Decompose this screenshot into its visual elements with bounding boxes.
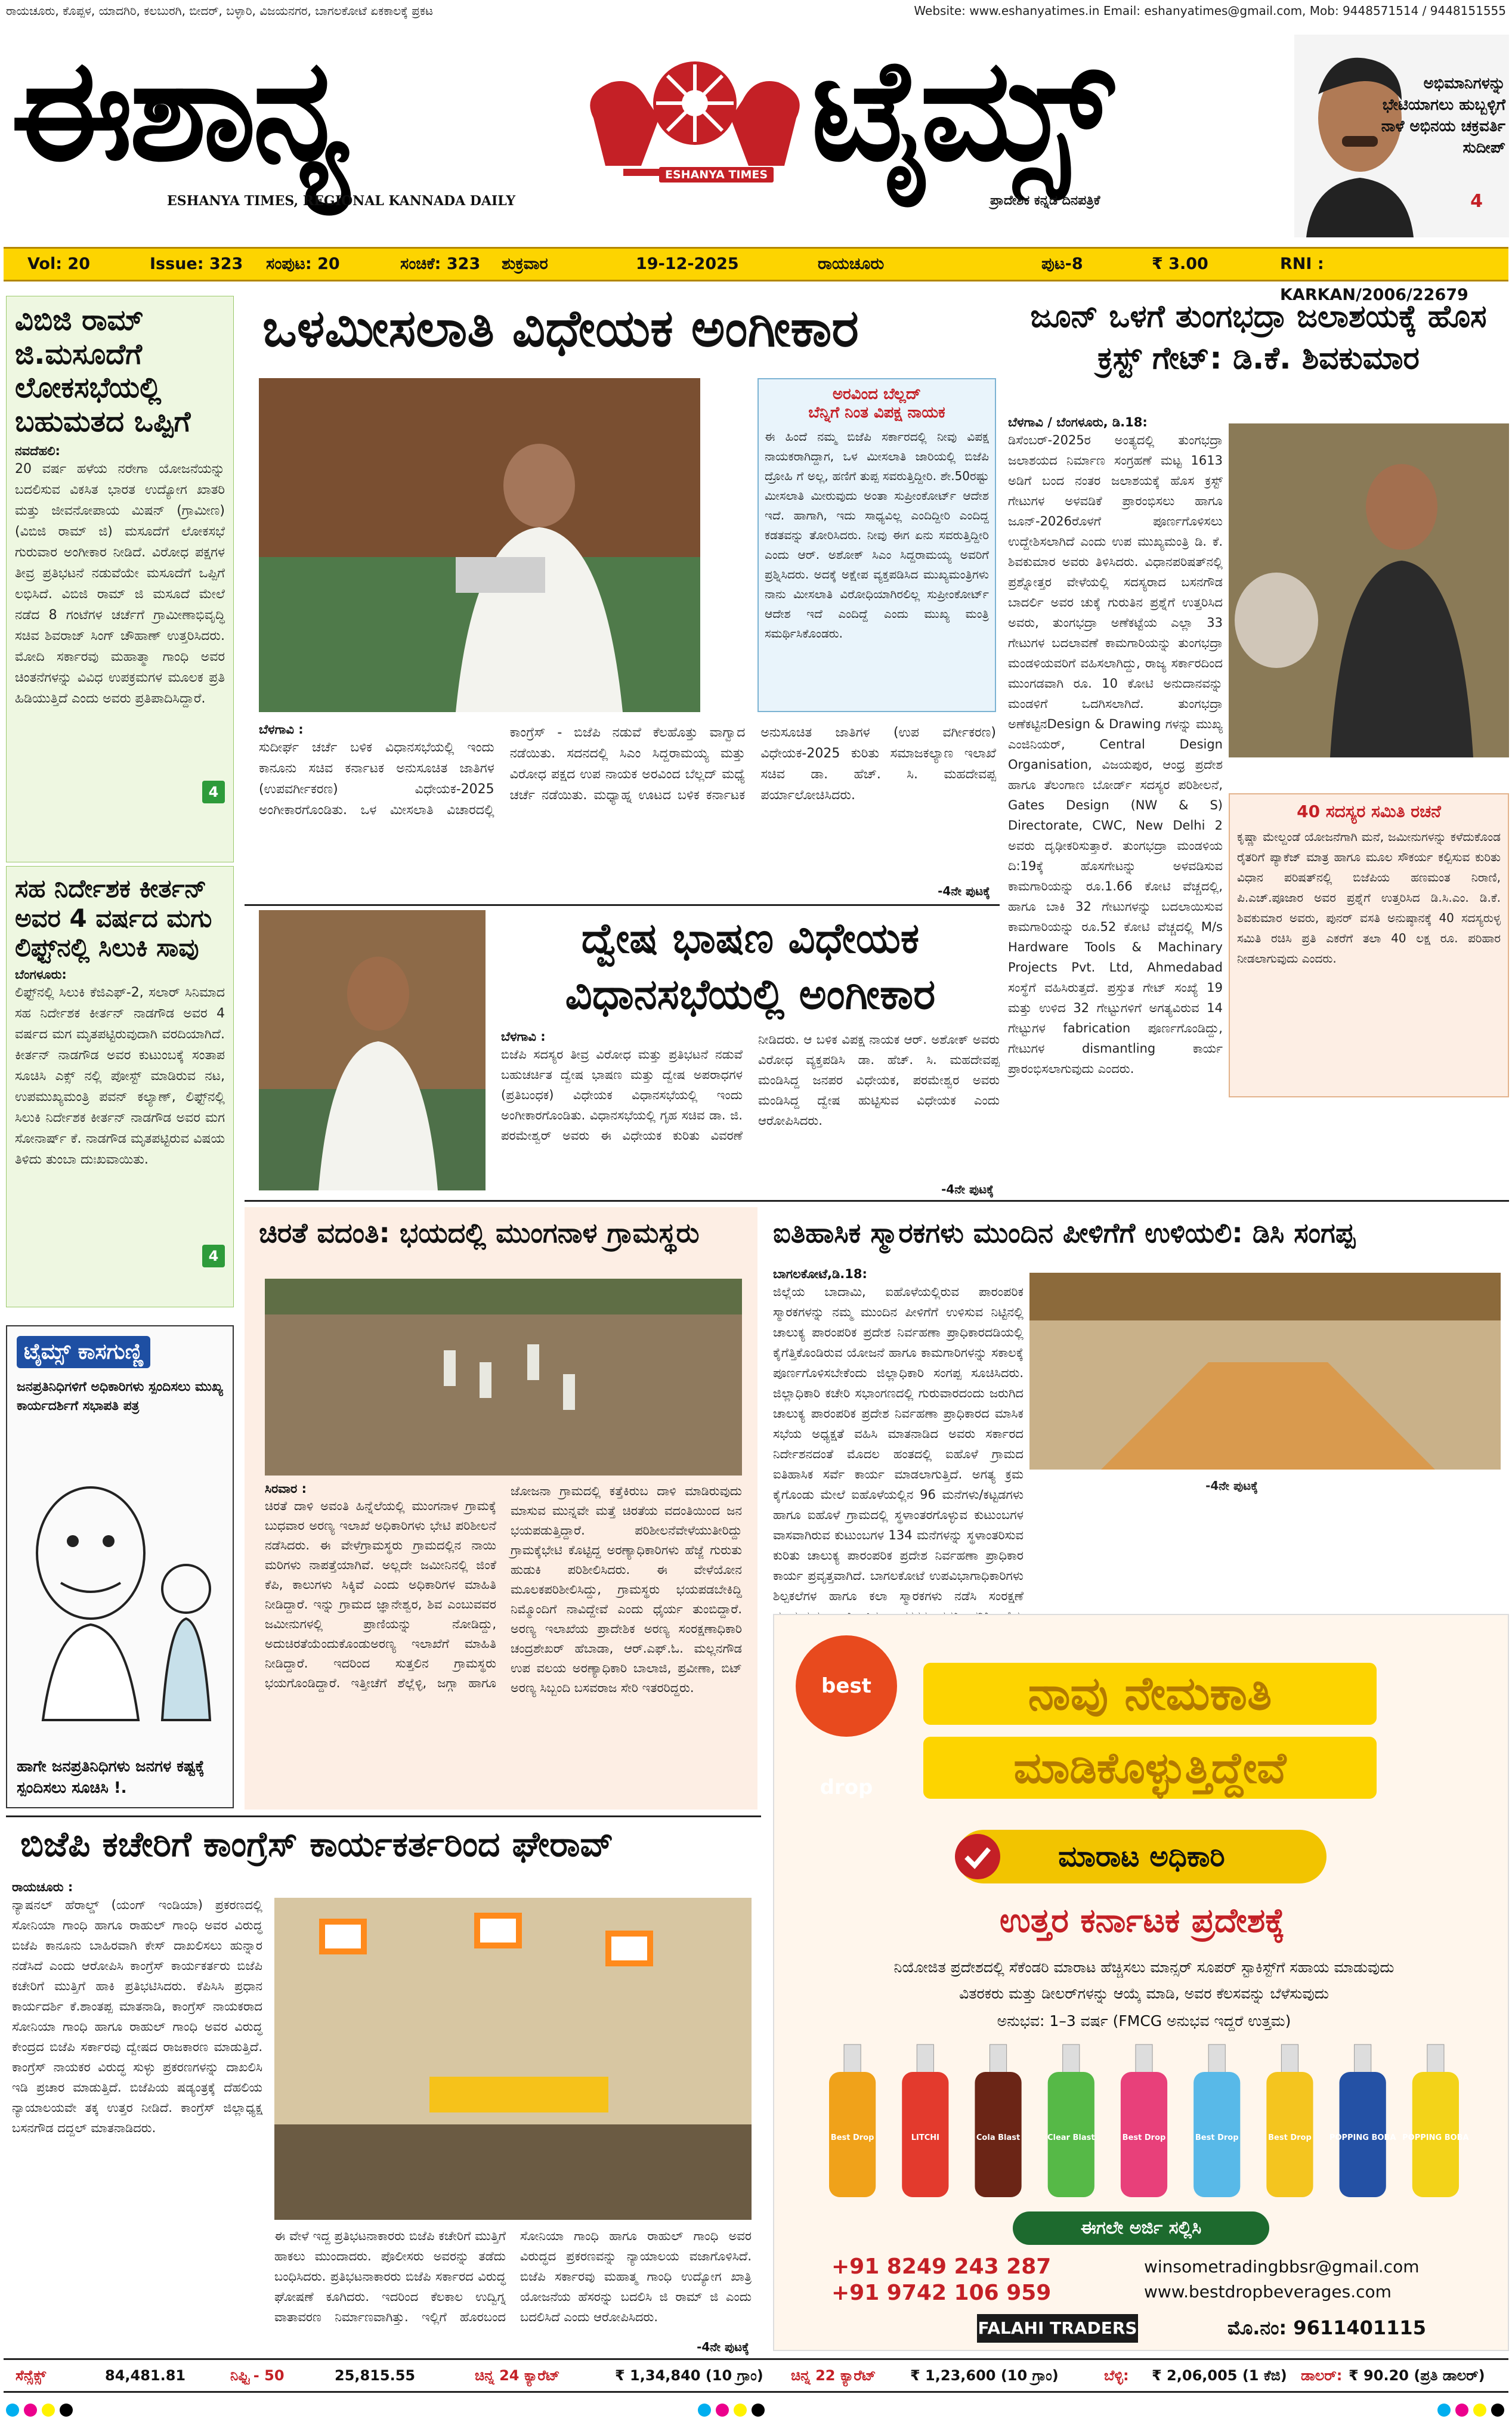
ad-bullet-1: ನಿಯೋಜಿತ ಪ್ರದೇಶದಲ್ಲಿ ಸೆಕೆಂಡರಿ ಮಾರಾಟ ಹೆಚ್ಚಿಸಲು ಮಾನ್ಸರ್ ಸೂಪರ್ ಸ್ಟಾಕಿಸ್ಟ್‌ಗೆ ಸಹಾಯ ಮಾಡುವುದು (893, 1959, 1394, 1976)
story-body-continued: ಈ ವೇಳೆ ಇದ್ದ ಪ್ರತಿಭಟನಾಕಾರರು ಬಿಜೆಪಿ ಕಚೇರಿಗೆ ಮುತ್ತಿಗೆ ಹಾಕಲು ಮುಂದಾದರು. ಪೊಲೀಸರು ಅವರನ್ನು ತಡೆದು ಬಂಧಿಸಿದರು. ಪ್ರತಿಭಟನಾಕಾರರು ಬಿಜೆಪಿ ಸರ್ಕಾರದ ವಿರುದ್ಧ ಘೋಷಣೆ ಕೂಗಿದರು. ಇದರಿಂದ ಕೆಲಕಾಲ ಉದ್ವಿಗ್ನ ವಾತಾವರಣ ನಿರ್ಮಾಣವಾಗಿತ್ತು. ಇಲ್ಲಿಗೆ ಹೊರಬಂದ ಸೋನಿಯಾ ಗಾಂಧಿ ಹಾಗೂ ರಾಹುಲ್ ಗಾಂಧಿ ಅವರ ವಿರುದ್ಧದ ಪ್ರಕರಣವನ್ನು ನ್ಯಾಯಾಲಯ ವಜಾಗೊಳಿಸಿದೆ. ಬಿಜೆಪಿ ಸರ್ಕಾರವು ಮಹಾತ್ಮ ಗಾಂಧಿ ಉದ್ಯೋಗ ಖಾತ್ರಿ ಯೋಜನೆಯ ಹೆಸರನ್ನು ಬದಲಿಸಿ ಜಿ ರಾಮ್ ಜಿ ಎಂದು ಬದಲಿಸಿದೆ ಎಂದು ಆರೋಪಿಸಿದರು. (274, 2229, 752, 2324)
ad-region: ಉತ್ತರ ಕರ್ನಾಟಕ ಪ್ರದೇಶಕ್ಕೆ (999, 1901, 1285, 1940)
dateline: ಬಾಗಲಕೋಟೆ,ಡಿ.18: (773, 1267, 867, 1281)
nifty-value: 25,815.55 (335, 2367, 416, 2384)
divider (245, 904, 1000, 906)
silver-label: ಬೆಳ್ಳಿ: (1104, 2367, 1129, 2384)
continued-page-badge: 4 (202, 781, 225, 803)
product-bottle (1402, 2044, 1468, 2197)
magenta-dot (1455, 2404, 1468, 2417)
city-label: ರಾಯಚೂರು (818, 255, 885, 273)
kannada-subtitle: ಪ್ರಾದೇಶಿಕ ಕನ್ನಡ ದಿನಪತ್ರಿಕೆ (990, 193, 1100, 208)
bottle-label: Best Drop (1268, 2133, 1312, 2142)
hate-speech-photo (259, 910, 486, 1190)
story-headline: ಚಿರತೆ ವದಂತಿ: ಭಯದಲ್ಲಿ ಮುಂಗನಾಳ ಗ್ರಾಮಸ್ಥರು (259, 1217, 700, 1249)
masthead (0, 23, 1512, 245)
dollar-label: ಡಾಲರ್: (1301, 2367, 1343, 2384)
story-vbg-ram-g (6, 296, 234, 862)
product-bottle (829, 2044, 876, 2197)
dateline: ಬೆಂಗಳೂರು: (15, 967, 67, 982)
story-headline: ಸಹ ನಿರ್ದೇಶಕ ಕೀರ್ತನ್ ಅವರ 4 ವರ್ಷದ ಮಗು ಲಿಫ್ಟ್‌ನಲ್ಲಿ ಸಿಲುಕಿ ಸಾವು (15, 874, 212, 963)
gold24-value: ₹ 1,34,840 (10 ಗ್ರಾಂ) (615, 2367, 763, 2384)
top-strip (0, 0, 1512, 21)
product-bottle (1121, 2044, 1167, 2197)
bottle-label: POPPING BOBA (1402, 2133, 1469, 2142)
product-bottle (1329, 2044, 1396, 2197)
story-body: ಡಿಸೆಂಬರ್-2025ರ ಅಂತ್ಯದಲ್ಲಿ ತುಂಗಭದ್ರಾ ಜಲಾಶಯದ ನಿರ್ಮಾಣ ಸಂಗ್ರಹಣೆ ಮಟ್ಟ 1613 ಅಡಿಗೆ ಬಂದ ನಂತರ ಜಲಾಶಯಕ್ಕೆ ಹೊಸ ಕ್ರಸ್ಟ್ ಗೇಟುಗಳ ಅಳವಡಿಕೆ ಪ್ರಾರಂಭಿಸಲು ಹಾಗೂ ಜೂನ್-2026ರೊಳಗೆ ಪೂರ್ಣಗೊಳಿಸಲು ಉದ್ದೇಶಿಸಲಾಗಿದೆ ಎಂದು ಉಪ ಮುಖ್ಯಮಂತ್ರಿ ಡಿ. ಕೆ. ಶಿವಕುಮಾರ ಅವರು ತಿಳಿಸಿದರು. ವಿಧಾನಪರಿಷತ್‌ನಲ್ಲಿ ಪ್ರಶ್ನೋತ್ತರ ವೇಳೆಯಲ್ಲಿ ಸದಸ್ಯರಾದ ಬಸನಗೌಡ ಬಾದರ್ಲಿ ಅವರ ಚುಕ್ಕೆ ಗುರುತಿನ ಪ್ರಶ್ನೆಗೆ ಉತ್ತರಿಸಿದ ಅವರು, ತುಂಗಭದ್ರಾ ಅಣೆಕಟ್ಟೆಯ ಎಲ್ಲಾ 33 ಗೇಟುಗಳ ಬದಲಾವಣೆ ಕಾಮಗಾರಿಯನ್ನು ತುಂಗಭದ್ರಾ ಮಂಡಳಿಯವರಿಗೆ ವಹಿಸಲಾಗಿದ್ದು, ರಾಜ್ಯ ಸರ್ಕಾರದಿಂದ ಮುಂಗಡವಾಗಿ ರೂ. 10 ಕೋಟಿ ಅನುದಾನವನ್ನು ಮಂಡಳಿಗೆ ಒದಗಿಸಲಾಗಿದೆ. ತುಂಗಭದ್ರಾ ಅಣೆಕಟ್ಟಿನDesign & Drawing ಗಳನ್ನು ಮುಖ್ಯ ಎಂಜಿನಿಯರ್, Central Design Organisation, ವಿಜಯಪುರ, ಆಂಧ್ರ ಪ್ರದೇಶ ಹಾಗೂ ತೆಲಂಗಾಣ ಬೋರ್ಡ್ ಸದಸ್ಯರ ಪರಿಶೀಲನೆ, Gates Design (NW & S) Directorate, CWC, New Delhi 2 ಅವರು ದೃಢೀಕರಿಸುತ್ತಾರೆ. ತುಂಗಭದ್ರಾ ಮಂಡಳಿಯ ದಿ:19ಕ್ಕೆ ಹೊಸಗೇಟನ್ನು ಅಳವಡಿಸುವ ಕಾಮಗಾರಿಯನ್ನು ರೂ.1.66 ಕೋಟಿ ವೆಚ್ಚದಲ್ಲಿ, ಹಾಗೂ ಬಾಕಿ 32 ಗೇಟುಗಳನ್ನು ಬದಲಾಯಿಸುವ ಕಾಮಗಾರಿಯನ್ನು ರೂ.52 ಕೋಟಿ ವೆಚ್ಚದಲ್ಲಿ M/s Hardware Tools & Machinary Projects Pvt. Ltd, Ahmedabad ಸಂಸ್ಥೆಗೆ ವಹಿಸಿರುತ್ತದೆ. ಪ್ರಸ್ತುತ ಗೇಟ್ ಸಂಖ್ಯೆ 19 ಮತ್ತು ಉಳಿದ 32 ಗೇಟ್ಟುಗಳಿಗೆ ಅಗತ್ಯವಿರುವ 14 ಗೇಟ್ಟುಗಳ fabrication ಪೂರ್ಣಗೊಂಡಿದ್ದು, ಗೇಟುಗಳ dismantling ಕಾರ್ಯ ಪ್ರಾರಂಭಿಸಲಾಗುವುದು ಎಂದರು. (1008, 433, 1223, 1076)
quote-name: ಅರವಿಂದ ಬೆಲ್ಲದ್ (832, 385, 922, 403)
weekday-label: ಶುಕ್ರವಾರ (502, 255, 548, 273)
promo-page-ref: 4 (1470, 191, 1483, 212)
dateline: ನವದೆಹಲಿ: (15, 443, 60, 458)
bottle-label: Best Drop (1195, 2133, 1239, 2142)
editions-line: ರಾಯಚೂರು, ಕೊಪ್ಪಳ, ಯಾದಗಿರಿ, ಕಲಬುರಗಿ, ಬೀದರ್, ಬಳ್ಳಾರಿ, ವಿಜಯನಗರ, ಬಾಗಲಕೋಟೆ ಏಕಕಾಲಕ್ಕೆ ಪ್ರಕಟ (6, 4, 434, 18)
quote-box (757, 378, 996, 712)
box-body: ಕೃಷ್ಣಾ ಮೇಲ್ದಂಡೆ ಯೋಜನೆಗಾಗಿ ಮನೆ, ಜಮೀನುಗಳನ್ನು ಕಳೆದುಕೊಂಡ ರೈತರಿಗೆ ಪ್ಯಾಕೆಜ್ ಮಾತ್ರ ಹಾಗೂ ಮೂಲ ಸೌಕರ್ಯ ಕಲ್ಪಿಸುವ ಕುರಿತು ವಿಧಾನ ಪರಿಷತ್‌ನಲ್ಲಿ ಬಿಜೆಪಿಯ ಹಣಮಂತ ನಿರಾಣಿ, ಪಿ.ಎಚ್.ಪೂಜಾರ ಅವರ ಪ್ರಶ್ನೆಗೆ ಉತ್ತರಿಸಿದ ಡಿ.ಸಿ.ಎಂ. ಡಿ.ಕೆ. ಶಿವಕುಮಾರ ಅವರು, ಪುನರ್ ವಸತಿ ಅನುಷ್ಠಾನಕ್ಕೆ 40 ಸದಸ್ಯರುಳ್ಳ ಸಮಿತಿ ರಚಿಸಿ ಪ್ರತಿ ಎಕರೆಗೆ ತಲಾ 40 ಲಕ್ಷ ರೂ. ಪರಿಹಾರ ನೀಡಲಾಗುವುದು ಎಂದರು. (1237, 830, 1501, 966)
ad-experience: ಅನುಭವ: 1–3 ವರ್ಷ (FMCG ಅನುಭವ ಇದ್ದರೆ ಉತ್ತಮ) (997, 2012, 1291, 2030)
meeting-photo (1029, 1273, 1501, 1470)
bottle-label: Cola Blast (976, 2133, 1021, 2142)
story-bjp-gherao (6, 1820, 761, 2354)
apply-now-button[interactable]: ಈಗಲೇ ಅರ್ಜಿ ಸಲ್ಲಿಸಿ (1013, 2211, 1269, 2245)
story-hate-speech (245, 910, 1000, 1196)
story-tungabhadra (1008, 296, 1509, 1208)
contact-line: Website: www.eshanyatimes.in Email: eshanyatimes@gmail.com, Mob: 9448571514 / 9448151555 (914, 4, 1506, 18)
continued-note: -4ನೇ ಪುಟಕ್ಕೆ (938, 884, 990, 898)
continued-note: -4ನೇ ಪುಟಕ್ಕೆ (941, 1182, 994, 1196)
emblem-caption: ESHANYA TIMES (659, 167, 774, 183)
black-dot (60, 2404, 73, 2417)
nifty-label: ನಿಫ್ಟಿ - 50 (230, 2367, 285, 2384)
pages-label: ಪುಟ-8 (1041, 255, 1083, 273)
product-bottle (902, 2044, 948, 2197)
divider (245, 1200, 1509, 1202)
continued-note: -4ನೇ ಪುಟಕ್ಕೆ (697, 2340, 749, 2354)
lead-photo (259, 378, 700, 712)
quote-body: ಈ ಹಿಂದೆ ನಮ್ಮ ಬಿಜೆಪಿ ಸರ್ಕಾರದಲ್ಲಿ ನೀವು ವಿಪಕ್ಷ ನಾಯಕರಾಗಿದ್ದಾಗ, ಒಳ ಮೀಸಲಾತಿ ಜಾರಿಯಲ್ಲಿ ಬಿಜೆಪಿ ದ್ರೋಹಿ ಗೆ ಅಲ್ಲ, ಹಣಿಗೆ ತುಪ್ಪ ಸವರುತ್ತಿದ್ದೀರಿ. ಶೇ.50ರಷ್ಟು ಮೀಸಲಾತಿ ಮೀರುವುದು ಅಂತಾ ಸುಪ್ರೀಂಕೋರ್ಟ್ ಆದೇಶ ಇದೆ. ಹಾಗಾಗಿ, ಇದು ಸಾಧ್ಯವಿಲ್ಲ ಎಂದಿದ್ದೀರಿ ಎಂದಿದ್ದ ಕಡತವನ್ನು ತೋರಿಸಿದರು. ನೀವು ಈಗ ಏನು ಸವರುತ್ತಿದ್ದೀರಿ ಎಂದು ಆರ್. ಅಶೋಕ್ ಸಿಎಂ ಸಿದ್ದರಾಮಯ್ಯ ಅವರಿಗೆ ಪ್ರಶ್ನಿಸಿದರು. ಅದಕ್ಕೆ ಅಕ್ಷೇಪ ವ್ಯಕ್ತಪಡಿಸಿದ ಮುಖ್ಯಮಂತ್ರಿಗಳು ನಾನು ಮೀಸಲಾತಿ ವಿರೋಧಿಯಾಗಿರಲಿಲ್ಲ ಸುಪ್ರೀಂಕೋರ್ಟ್ ಆದೇಶ ಇದೆ ಎಂದಿದ್ದೆ ಎಂದು ಮುಖ್ಯ ಮಂತ್ರಿ ಸಮರ್ಥಿಸಿಕೊಂಡರು. (765, 429, 989, 641)
dealer-phone: ಮೊ.ನಂ: 9611401115 (1227, 2316, 1426, 2339)
minister-speaking-photo-icon (259, 910, 486, 1190)
story-headline: ಜೂನ್ ಒಳಗೆ ತುಂಗಭದ್ರಾ ಜಲಾಶಯಕ್ಕೆ ಹೊಸ ಕ್ರಸ್ಟ್ ಗೇಟ್: ಡಿ.ಕೆ. ಶಿವಕುಮಾರ (1030, 299, 1487, 376)
dk-speaking-photo-icon (1229, 423, 1509, 757)
story-headline: ಬಿಜೆಪಿ ಕಚೇರಿಗೆ ಕಾಂಗ್ರೆಸ್ ಕಾರ್ಯಕರ್ತರಿಂದ ಘೇರಾವ್ (20, 1824, 614, 1864)
story-body-continued: -4ನೇ ಪುಟಕ್ಕೆ (1205, 1478, 1258, 1493)
story-headline: ವಿಬಿಜಿ ರಾಮ್ ಜಿ.ಮಸೂದೆಗೆ ಲೋಕಸಭೆಯಲ್ಲಿ ಬಹುಮತದ ಒಪ್ಪಿಗೆ (15, 304, 191, 438)
sanchike-label: ಸಂಚಿಕೆ: 323 (400, 255, 481, 273)
dateline: ಬೆಳಗಾವಿ : (501, 1029, 546, 1044)
story-lift-accident (6, 866, 234, 1307)
meeting-room-photo-icon (1029, 1273, 1501, 1470)
protest-photo (274, 1898, 752, 2220)
ad-bullet-2: ವಿತರಕರು ಮತ್ತು ಡೀಲರ್‌ಗಳನ್ನು ಆಯ್ಕೆ ಮಾಡಿ, ಅವರ ಕೆಲಸವನ್ನು ಬೆಳೆಸುವುದು (959, 1985, 1329, 2002)
silver-value: ₹ 2,06,005 (1 ಕೆಜಿ) (1152, 2367, 1287, 2384)
cyan-dot (698, 2404, 711, 2417)
bottle-label: POPPING BOBA (1329, 2133, 1396, 2142)
cyan-dot (1437, 2404, 1451, 2417)
dk-photo (1229, 423, 1509, 757)
divider (6, 1815, 761, 1817)
promo-headline: ಅಭಿಮಾನಿಗಳನ್ನು ಭೇಟಿಯಾಗಲು ಹುಬ್ಬಳ್ಳಿಗೆ ನಾಳೆ ಅಭಿನಯ ಚಕ್ರವರ್ತಿ ಸುದೀಪ್ (1381, 75, 1505, 157)
dateline: ರಾಯಚೂರು : (12, 1880, 73, 1894)
story-heritage (767, 1207, 1509, 1601)
story-body: ನ್ಯಾಷನಲ್ ಹೆರಾಲ್ಡ್ (ಯಂಗ್ ಇಂಡಿಯಾ) ಪ್ರಕರಣದಲ್ಲಿ ಸೋನಿಯಾ ಗಾಂಧಿ ಹಾಗೂ ರಾಹುಲ್ ಗಾಂಧಿ ಅವರ ವಿರುದ್ಧ ಬಿಜೆಪಿ ಕಾನೂನು ಬಾಹಿರವಾಗಿ ಕೇಸ್ ದಾಖಲಿಸಲು ಹುನ್ನಾರ ನಡೆಸಿದೆ ಎಂದು ಆರೋಪಿಸಿ ಕಾಂಗ್ರೆಸ್ ಕಾರ್ಯಕರ್ತರು ಬಿಜೆಪಿ ಕಚೇರಿಗೆ ಮುತ್ತಿಗೆ ಹಾಕಿ ಪ್ರತಿಭಟಿಸಿದರು. ಕೆಪಿಸಿಸಿ ಪ್ರಧಾನ ಕಾರ್ಯದರ್ಶಿ ಕೆ.ಶಾಂತಪ್ಪ ಮಾತನಾಡಿ, ಕಾಂಗ್ರೆಸ್ ನಾಯಕರಾದ ಸೋನಿಯಾ ಗಾಂಧಿ ಹಾಗೂ ರಾಹುಲ್ ಗಾಂಧಿ ಅವರ ವಿರುದ್ಧ ಕೇಂದ್ರದ ಬಿಜೆಪಿ ಸರ್ಕಾರವು ದ್ವೇಷದ ರಾಜಕಾರಣ ಮಾಡುತ್ತಿದೆ. ಕಾಂಗ್ರೆಸ್ ನಾಯಕರ ವಿರುದ್ಧ ಸುಳ್ಳು ಪ್ರಕರಣಗಳನ್ನು ದಾಖಲಿಸಿ ಇಡಿ ಪ್ರಚಾರ ಮಾಡುತ್ತಿದೆ. ಬಿಜೆಪಿಯ ಷಡ್ಯಂತ್ರಕ್ಕೆ ದೆಹಲಿಯ ನ್ಯಾಯಾಲಯವೇ ತಕ್ಕ ಉತ್ತರ ನೀಡಿದೆ. ಕಾಂಗ್ರೆಸ್ ಜಿಲ್ಲಾಧ್ಯಕ್ಷ ಬಸನಗೌಡ ದದ್ದಲ್ ಮಾತನಾಡಿದರು. (12, 1898, 262, 2135)
black-dot (752, 2404, 765, 2417)
dollar-value: ₹ 90.20 (ಪ್ರತಿ ಡಾಲರ್) (1349, 2367, 1485, 2384)
leopard-photo (265, 1279, 742, 1476)
bottle-label: Best Drop (830, 2133, 874, 2142)
phone-1[interactable]: +91 8249 243 287 (831, 2254, 1052, 2279)
lead-headline: ಒಳಮೀಸಲಾತಿ ವಿಧೇಯಕ ಅಂಗೀಕಾರ (262, 299, 859, 358)
masthead-title-right: ಟೈಮ್ಸ್ (811, 26, 1110, 192)
ad-headline-1: ನಾವು ನೇಮಕಾತಿ (923, 1663, 1377, 1725)
ad-headline-2: ಮಾಡಿಕೊಳ್ಳುತ್ತಿದ್ದೇವೆ (923, 1737, 1377, 1799)
rni-label: RNI : KARKAN/2006/22679 (1280, 255, 1468, 304)
story-body: ಲಿಫ್ಟ್‌ನಲ್ಲಿ ಸಿಲುಕಿ ಕೆಜಿಎಫ್-2, ಸಲಾರ್ ಸಿನಿಮಾದ ಸಹ ನಿರ್ದೇಶಕ ಕೀರ್ತನ್ ನಾಡಗೌಡ ಅವರ 4 ವರ್ಷದ ಮಗ ಮೃತಪಟ್ಟಿರುವುದಾಗಿ ವರದಿಯಾಗಿದೆ. ಕೀರ್ತನ್ ನಾಡಗೌಡ ಅವರ ಕುಟುಂಬಕ್ಕೆ ಸಂತಾಪ ಸೂಚಿಸಿ ಎಕ್ಸ್ ನಲ್ಲಿ ಪೋಸ್ಟ್ ಮಾಡಿರುವ ನಟ, ಉಪಮುಖ್ಯಮಂತ್ರಿ ಪವನ್ ಕಲ್ಯಾಣ್, ಲಿಫ್ಟ್‌ನಲ್ಲಿ ಸಿಲುಕಿ ನಿರ್ದೇಶಕ ಕೀರ್ತನ್ ನಾಡಗೌಡ ಅವರ ಮಗ ಸೋನಾರ್ಷ್ ಕೆ. ನಾಡಗೌಡ ಮೃತಪಟ್ಟಿರುವ ವಿಷಯ ತಿಳಿದು ತುಂಬಾ ದುಃಖವಾಯಿತು. (15, 985, 225, 1167)
vol-label: Vol: 20 (27, 255, 90, 273)
bottle-label: Best Drop (1122, 2133, 1166, 2142)
brand-logo: best drop (796, 1635, 897, 1737)
dateline: ಬೆಳಗಾವಿ : (259, 722, 304, 737)
samputa-label: ಸಂಪುಟ: 20 (266, 255, 340, 273)
sensex-label: ಸೆನ್ಸೆಕ್ಸ್ (16, 2367, 47, 2384)
product-bottles (816, 2039, 1472, 2206)
dealer-name: FALAHI TRADERS (977, 2314, 1138, 2343)
cartoon-caption-top: ಜನಪ್ರತಿನಿಧಿಗಳಿಗೆ ಅಧಿಕಾರಿಗಳು ಸ್ಪಂದಿಸಲು ಮುಖ್ಯ ಕಾರ್ಯದರ್ಶಿಗೆ ಸಭಾಪತಿ ಪತ್ರ (17, 1379, 223, 1413)
product-bottle (1266, 2044, 1313, 2197)
yellow-dot (734, 2404, 747, 2417)
black-dot (1491, 2404, 1504, 2417)
cartoon-drawing-icon (19, 1470, 222, 1732)
cartoon-caption-bottom: ಹಾಗೇ ಜನಪ್ರತಿನಿಧಿಗಳು ಜನಗಳ ಕಷ್ಟಕ್ಕೆ ಸ್ಪಂದಿಸಲು ಸೂಚಿಸಿ !. (17, 1758, 205, 1797)
story-body: 20 ವರ್ಷ ಹಳೆಯ ನರೇಗಾ ಯೋಜನೆಯನ್ನು ಬದಲಿಸುವ ವಿಕಸಿತ ಭಾರತ ಉದ್ಯೋಗ ಖಾತರಿ ಮತ್ತು ಜೀವನೋಪಾಯ ಮಿಷನ್ (ಗ್ರಾಮೀಣ) (ವಿಬಿಜಿ ರಾಮ್ ಜಿ) ಮಸೂದೆಗೆ ಲೋಕಸಭೆ ಗುರುವಾರ ಅಂಗೀಕಾರ ನೀಡಿದೆ. ವಿರೋಧ ಪಕ್ಷಗಳ ತೀವ್ರ ಪ್ರತಿಭಟನೆ ನಡುವೆಯೇ ಮಸೂದೆಗೆ ಒಪ್ಪಿಗೆ ಲಭಿಸಿದೆ. ವಿಬಿಜಿ ರಾಮ್ ಜಿ ಮಸೂದೆ ಮೇಲೆ ನಡೆದ 8 ಗಂಟೆಗಳ ಚರ್ಚೆಗೆ ಗ್ರಾಮೀಣಾಭಿವೃದ್ಧಿ ಸಚಿವ ಶಿವರಾಜ್ ಸಿಂಗ್ ಚೌಹಾಣ್ ಉತ್ತರಿಸಿದರು. ಮೋದಿ ಸರ್ಕಾರವು ಮಹಾತ್ಮಾ ಗಾಂಧಿ ಅವರ ಚಿಂತನೆಗಳನ್ನು ವಿವಿಧ ಉಪಕ್ರಮಗಳ ಮೂಲಕ ಪ್ರತಿ ಹಿಡಿಯುತ್ತಿದೆ ಎಂದು ಅವರು ಪ್ರತಿಪಾದಿಸಿದ್ದಾರೆ. (15, 461, 225, 706)
quote-subtitle: ಬೆನ್ನಿಗೆ ನಿಂತ ವಿಪಕ್ಷ ನಾಯಕ (808, 404, 945, 422)
story-headline: ದ್ವೇಷ ಭಾಷಣ ವಿಧೇಯಕ ವಿಧಾನಸಭೆಯಲ್ಲಿ ಅಂಗೀಕಾರ (565, 914, 936, 1019)
cartoon-box (6, 1325, 234, 1808)
phone-2[interactable]: +91 9742 106 959 (831, 2281, 1052, 2305)
committee-box (1229, 793, 1509, 1097)
issue-label: Issue: 323 (150, 255, 243, 273)
market-ticker (4, 2358, 1508, 2393)
story-body: ಸುದೀರ್ಘ ಚರ್ಚೆ ಬಳಿಕ ವಿಧಾನಸಭೆಯಲ್ಲಿ ಇಂದು ಕಾನೂನು ಸಚಿವ ಕರ್ನಾಟಕ ಅನುಸೂಚಿತ ಜಾತಿಗಳ (ಉಪವರ್ಗೀಕರಣ) ವಿಧೇಯಕ-2025 ಅಂಗೀಕಾರಗೊಂಡಿತು. ಒಳ ಮೀಸಲಾತಿ ವಿಚಾರದಲ್ಲಿ ಕಾಂಗ್ರೆಸ್ - ಬಿಜೆಪಿ ನಡುವೆ ಕೆಲಹೊತ್ತು ವಾಗ್ವಾದ ನಡೆಯಿತು. ಸದನದಲ್ಲಿ ಸಿಎಂ ಸಿದ್ದರಾಮಯ್ಯ ಮತ್ತು ವಿರೋಧ ಪಕ್ಷದ ಉಪ ನಾಯಕ ಅರವಿಂದ ಬೆಲ್ಲದ್ ಮಧ್ಯೆ ಚರ್ಚೆ ನಡೆಯಿತು. ಮಧ್ಯಾಹ್ನ ಊಟದ ಬಳಿಕ ಕರ್ನಾಟಕ ಅನುಸೂಚಿತ ಜಾತಿಗಳ (ಉಪ ವರ್ಗೀಕರಣ) ವಿಧೇಯಕ-2025 ಕುರಿತು ಸಮಾಜಕಲ್ಯಾಣ ಇಲಾಖೆ ಸಚಿವ ಡಾ. ಹೆಚ್. ಸಿ. ಮಹದೇವಪ್ಪ ಪರ್ಯಾಲೋಚಿಸಿದರು. (259, 725, 996, 818)
magenta-dot (716, 2404, 729, 2417)
yellow-dot (42, 2404, 55, 2417)
date-label: 19-12-2025 (636, 255, 739, 273)
product-bottle (1193, 2044, 1240, 2197)
masthead-title-left: ಈಶಾನ್ಯ (11, 26, 347, 192)
story-body: ಬಿಜೆಪಿ ಸದಸ್ಯರ ತೀವ್ರ ವಿರೋಧ ಮತ್ತು ಪ್ರತಿಭಟನೆ ನಡುವೆ ಬಹುಚರ್ಚಿತ ದ್ವೇಷ ಭಾಷಣ ಮತ್ತು ದ್ವೇಷ ಅಪರಾಧಗಳ (ಪ್ರತಿಬಂಧಕ) ವಿಧೇಯಕ ವಿಧಾನಸಭೆಯಲ್ಲಿ ಇಂದು ಅಂಗೀಕಾರಗೊಂಡಿತು. ವಿಧಾನಸಭೆಯಲ್ಲಿ ಗೃಹ ಸಚಿವ ಡಾ. ಜಿ. ಪರಮೇಶ್ವರ್ ಅವರು ಈ ವಿಧೇಯಕ ಕುರಿತು ವಿವರಣೆ ನೀಡಿದರು. ಆ ಬಳಿಕ ವಿಪಕ್ಷ ನಾಯಕ ಆರ್. ಅಶೋಕ್ ಅವರು ವಿರೋಧ ವ್ಯಕ್ತಪಡಿಸಿ ಡಾ. ಹೆಚ್. ಸಿ. ಮಹದೇವಪ್ಪ ಮಂಡಿಸಿದ್ದ ಜನಪರ ವಿಧೇಯಕ, ಪರಮೇಶ್ವರ ಅವರು ಮಂಡಿಸಿದ್ದ ದ್ವೇಷ ಹುಟ್ಟಿಸುವ ವಿಧೇಯಕ ಎಂದು ಆರೋಪಿಸಿದರು. (501, 1032, 1000, 1143)
print-registration-marks (0, 2399, 1512, 2423)
story-leopard (245, 1207, 757, 1810)
price-label: ₹ 3.00 (1152, 255, 1208, 273)
ad-email[interactable]: winsometradingbbsr@gmail.com (1144, 2257, 1420, 2276)
dateline: ಸಿರವಾರ : (265, 1481, 307, 1496)
gold22-value: ₹ 1,23,600 (10 ಗ್ರಾಂ) (910, 2367, 1059, 2384)
cyan-dot (6, 2404, 19, 2417)
bottle-label: Clear Blast (1047, 2133, 1095, 2142)
cartoon-title: ಟೈಮ್ಸ್ ಕಾಸಗುಣ್ಣಿ (17, 1336, 150, 1368)
story-body: ಚಿರತೆ ದಾಳಿ ಅವಂತಿ ಹಿನ್ನೆಲೆಯಲ್ಲಿ ಮುಂಗನಾಳ ಗ್ರಾಮಕ್ಕೆ ಬುಧವಾರ ಅರಣ್ಯ ಇಲಾಖೆ ಅಧಿಕಾರಿಗಳು ಭೇಟಿ ಪರಿಶೀಲನೆ ನಡೆಸಿದರು. ಈ ವೇಳೆಗ್ರಾಮಸ್ಥರು ಗ್ರಾಮದಲ್ಲಿನ ನಾಯಿ ಮರಿಗಳು ನಾಪತ್ತೆಯಾಗಿವೆ. ಅಲ್ಲದೇ ಜಮೀನಿನಲ್ಲಿ ಜಿಂಕೆ ಕೆಪಿ, ಕಾಲುಗಳು ಸಿಕ್ಕಿವೆ ಎಂದು ಅಧಿಕಾರಿಗಳ ಮಾಹಿತಿ ನೀಡಿದ್ದಾರೆ. ಇನ್ನು ಗ್ರಾಮದ ಜ್ಞಾನೇಶ್ವರ, ಶಿವ ಎಂಬುವವರ ಜಮೀನುಗಳಲ್ಲಿ ಪ್ರಾಣಿಯನ್ನು ನೋಡಿದ್ದು, ಅದುಚಿರತೆಯೆಂದುಕೊಂಡುಅರಣ್ಯ ಇಲಾಖೆಗೆ ಮಾಹಿತಿ ನೀಡಿದ್ದಾರೆ. ಇದರಿಂದ ಸುತ್ತಲಿನ ಗ್ರಾಮಸ್ಥರು ಭಯಗೊಂಡಿದ್ದಾರೆ. ಇತ್ತೀಚೆಗೆ ಶೆಲ್ಲೆಳ್ಳಿ, ಜಗ್ಗಾ ಹಾಗೂ ಜೋಜನಾ ಗ್ರಾಮದಲ್ಲಿ ಕತ್ತೆಕಿರುಬ ದಾಳಿ ಮಾಡಿರುವುದು ಮಾಸುವ ಮುನ್ನವೇ ಮತ್ತೆ ಚಿರತೆಯ ವದಂತಿಯಿಂದ ಜನ ಭಯಪಡುತ್ತಿದ್ದಾರೆ. ಪರಿಶೀಲನೆವೇಳೆಯುತೀರಿದ್ದು ಗ್ರಾಮಕ್ಕೆಭೇಟಿ ಕೊಟ್ಟಿದ್ದ ಅರಣ್ಯಾಧಿಕಾರಿಗಳು ಹೆಜ್ಜೆ ಗುರುತು ಹುಡುಕಿ ಪರಿಶೀಲಿಸಿದರು. ಈ ವೇಳೆಯೋನ ಮೂಲಕಪರಿಶೀಲಿಸಿದ್ದು, ಗ್ರಾಮಸ್ಥರು ಭಯಪಡಬೇಕಿದ್ದಿ ನಿಮ್ಮೊಂದಿಗೆ ನಾವಿದ್ದೇವೆ ಎಂದು ಧೈರ್ಯ ತುಂಬಿದ್ದಾರೆ. ಅರಣ್ಯ ಇಲಾಖೆಯ ಪ್ರಾದೇಶಿಕ ಅರಣ್ಯ ಸಂರಕ್ಷಣಾಧಿಕಾರಿ ಚಂದ್ರಶೇಖರ್ ಹೆಬಾಡಾ, ಆರ್.ಎಫ್.ಓ. ಮಲ್ಲನಗೌಡ ಉಪ ವಲಯ ಅರಣ್ಯಾಧಿಕಾರಿ ಬಾಲಾಜಿ, ಪ್ರವೀಣಾ, ಬಿಟ್ ಅರಣ್ಯ ಸಿಬ್ಬಂದಿ ಬಸವರಾಜ ಸೇರಿ ಇತರರಿದ್ದರು. (265, 1484, 742, 1695)
box-headline: 40 ಸದಸ್ಯರ ಸಮಿತಿ ರಚನೆ (1297, 802, 1441, 821)
english-subtitle: ESHANYA TIMES, REGIONAL KANNADA DAILY (167, 193, 516, 209)
story-body: ಜಿಲ್ಲೆಯ ಬಾದಾಮಿ, ಐಹೊಳೆಯಲ್ಲಿರುವ ಪಾರಂಪರಿಕ ಸ್ಮಾರಕಗಳನ್ನು ನಮ್ಮ ಮುಂದಿನ ಪೀಳಿಗೆಗೆ ಉಳಿಸುವ ನಿಟ್ಟಿನಲ್ಲಿ ಚಾಲುಕ್ಯ ಪಾರಂಪರಿಕ ಪ್ರದೇಶ ನಿರ್ವಹಣಾ ಪ್ರಾಧಿಕಾರದಡಿಯಲ್ಲಿ ಕೈಗೆತ್ತಿಕೊಂಡಿರುವ ಯೋಜನೆ ಹಾಗೂ ಕಾಮಗಾರಿಗಳನ್ನು ಸಕಾಲಕ್ಕೆ ಪೂರ್ಣಗೊಳಿಸಬೇಕೆಂದು ಜಿಲ್ಲಾಧಿಕಾರಿ ಸಂಗಪ್ಪ ಸೂಚಿಸಿದರು. ಜಿಲ್ಲಾಧಿಕಾರಿ ಕಚೇರಿ ಸಭಾಂಗಣದಲ್ಲಿ ಗುರುವಾರದಂದು ಜರುಗಿದ ಚಾಲುಕ್ಯ ಪಾರಂಪರಿಕ ಪ್ರದೇಶ ನಿರ್ವಹಣಾ ಪ್ರಾಧಿಕಾರದ ಮಾಸಿಕ ಸಭೆಯ ಅಧ್ಯಕ್ಷತೆ ವಹಿಸಿ ಮಾತನಾಡಿದ ಅವರು ಸರ್ಕಾರದ ನಿರ್ದೇಶನದಂತೆ ಮೊದಲ ಹಂತದಲ್ಲಿ ಐಹೊಳೆ ಗ್ರಾಮದ ಐತಿಹಾಸಿಕ ಸರ್ವೆ ಕಾರ್ಯ ಮಾಡಲಾಗುತ್ತಿದೆ. ಅಗತ್ಯ ಕ್ರಮ ಕೈಗೊಂಡು ಮೇಲೆ ಐಹೊಳೆಯಲ್ಲಿನ 96 ಮನೆಗಳು/ಕಟ್ಟಡಗಳು ಹಾಗೂ ಐಹೊಳೆ ಗ್ರಾಮದಲ್ಲಿ ಸ್ಥಳಾಂತರಗೊಳ್ಳುವ ಕುಟುಂಬಗಳ ವಾಸವಾಗಿರುವ ಕುಟುಂಬಗಳ 134 ಮನೆಗಳನ್ನು ಸ್ಥಳಾಂತರಿಸುವ ಕುರಿತು ಚಾಲುಕ್ಯ ಪಾರಂಪರಿಕ ಪ್ರದೇಶ ನಿರ್ವಹಣಾ ಪ್ರಾಧಿಕಾರ ಕಾರ್ಯ ಪ್ರವೃತ್ತವಾಗಿದೆ. ಬಾಗಲಕೋಟೆ ಉಪವಿಭಾಗಾಧಿಕಾರಿಗಳು ಶಿಲ್ಪಕಲೆಗಳ ಹಾಗೂ ಕಲಾ ಸ್ಮಾರಕಗಳು ನಡೆಸಿ ಸಂರಕ್ಷಣೆ (773, 1285, 1024, 1603)
gold22-label: ಚಿನ್ನ 22 ಕ್ಯಾರೆಟ್ (791, 2367, 876, 2384)
sensex-value: 84,481.81 (105, 2367, 186, 2384)
story-headline: ಐತಿಹಾಸಿಕ ಸ್ಮಾರಕಗಳು ಮುಂದಿನ ಪೀಳಿಗೆಗೆ ಉಳಿಯಲಿ: ಡಿಸಿ ಸಂಗಪ್ಪ (773, 1217, 1355, 1249)
issue-info-bar (4, 247, 1508, 304)
product-bottle (975, 2044, 1021, 2197)
ad-website[interactable]: www.bestdropbeverages.com (1144, 2282, 1392, 2302)
yellow-dot (1473, 2404, 1486, 2417)
recruitment-ad[interactable] (773, 1614, 1509, 2351)
dateline: ಬೆಳಗಾವಿ / ಬೆಂಗಳೂರು, ಡಿ.18: (1008, 415, 1148, 429)
product-bottle (1047, 2044, 1095, 2197)
lead-story (245, 296, 996, 898)
gold24-label: ಚಿನ್ನ 24 ಕ್ಯಾರೆಟ್ (475, 2367, 560, 2384)
ad-role: ಮಾರಾಟ ಅಧಿಕಾರಿ (957, 1830, 1327, 1883)
field-inspection-photo-icon (265, 1279, 742, 1476)
lead-body (259, 722, 996, 895)
continued-page-badge: 4 (202, 1245, 225, 1267)
cm-speaking-photo-icon (259, 378, 700, 712)
magenta-dot (24, 2404, 37, 2417)
protest-crowd-photo-icon (274, 1898, 752, 2220)
check-icon (953, 1832, 1002, 1881)
bottle-label: LITCHI (911, 2133, 939, 2142)
promo-box[interactable] (1294, 35, 1509, 237)
